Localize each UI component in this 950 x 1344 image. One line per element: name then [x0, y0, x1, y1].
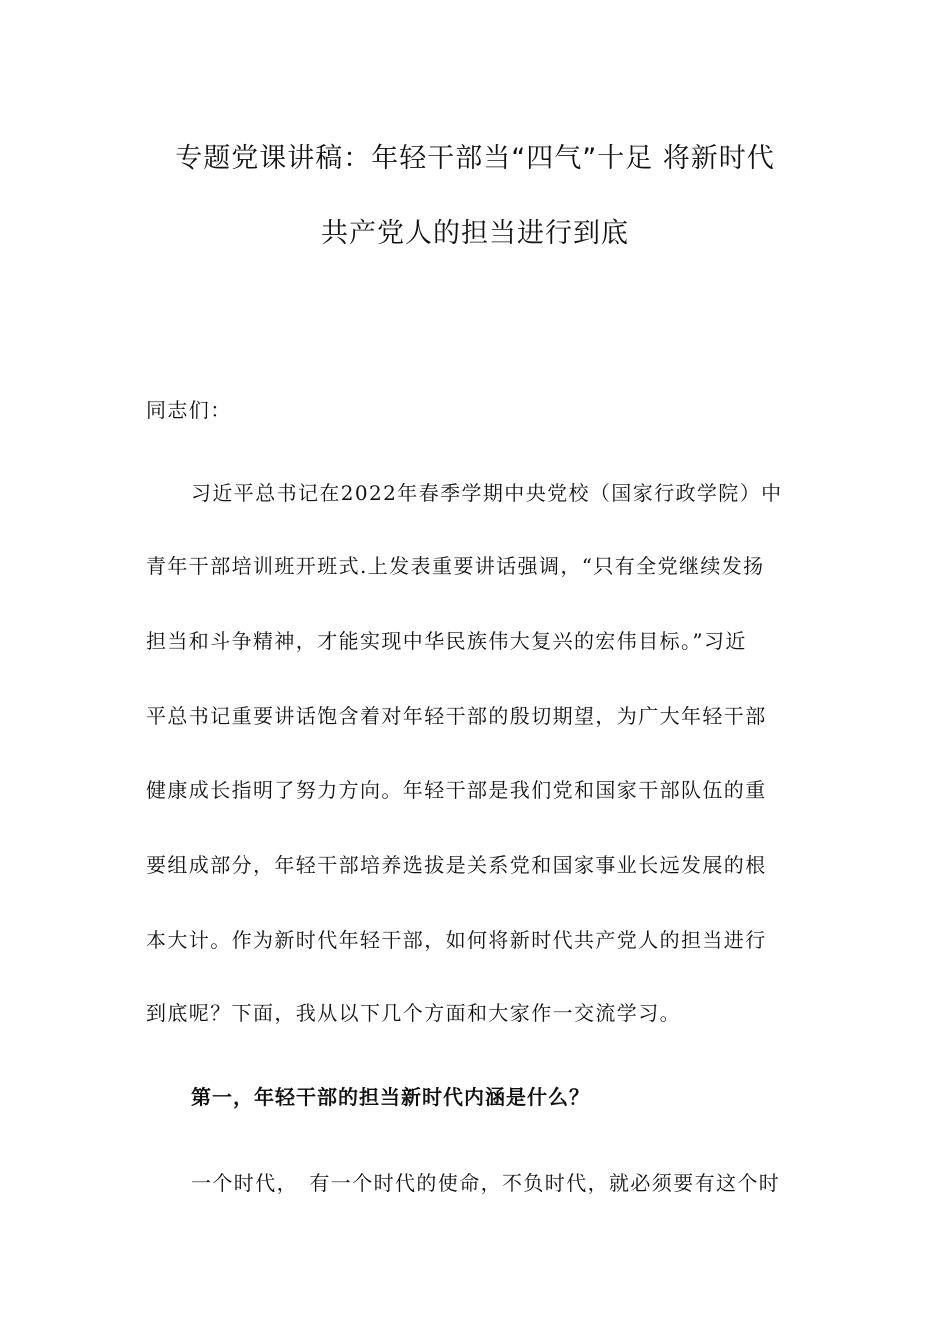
paragraph-1-line-2: 青年干部培训班开班式.上发表重要讲话强调，“只有全党继续发扬	[146, 554, 765, 578]
paragraph-1-line-4: 平总书记重要讲话饱含着对年轻干部的殷切期望，为广大年轻干部	[146, 704, 767, 728]
document-title-line-1: 专题党课讲稿：年轻干部当“四气”十足 将新时代	[175, 143, 775, 174]
paragraph-1-line-7: 本大计。作为新时代年轻干部，如何将新时代共产党人的担当进行	[146, 928, 767, 952]
paragraph-1-line-1: 习近平总书记在2022年春季学期中央党校（国家行政学院）中	[191, 481, 783, 505]
section-1-heading: 第一，年轻干部的担当新时代内涵是什么？	[191, 1085, 590, 1109]
paragraph-1-line-6: 要组成部分，年轻干部培养选拔是关系党和国家事业长远发展的根	[146, 853, 767, 877]
paragraph-1-line-8: 到底呢？下面，我从以下几个方面和大家作一交流学习。	[146, 1001, 681, 1025]
paragraph-1-line-5: 健康成长指明了努力方向。年轻干部是我们党和国家干部队伍的重	[146, 778, 767, 802]
paragraph-2-line-1: 一个时代， 有一个时代的使命，不负时代，就必须要有这个时	[191, 1171, 781, 1195]
paragraph-1-line-3: 担当和斗争精神，才能实现中华民族伟大复兴的宏伟目标。”习近	[146, 629, 747, 653]
document-title-line-2: 共产党人的担当进行到底	[321, 218, 629, 249]
salutation: 同志们：	[146, 398, 232, 422]
